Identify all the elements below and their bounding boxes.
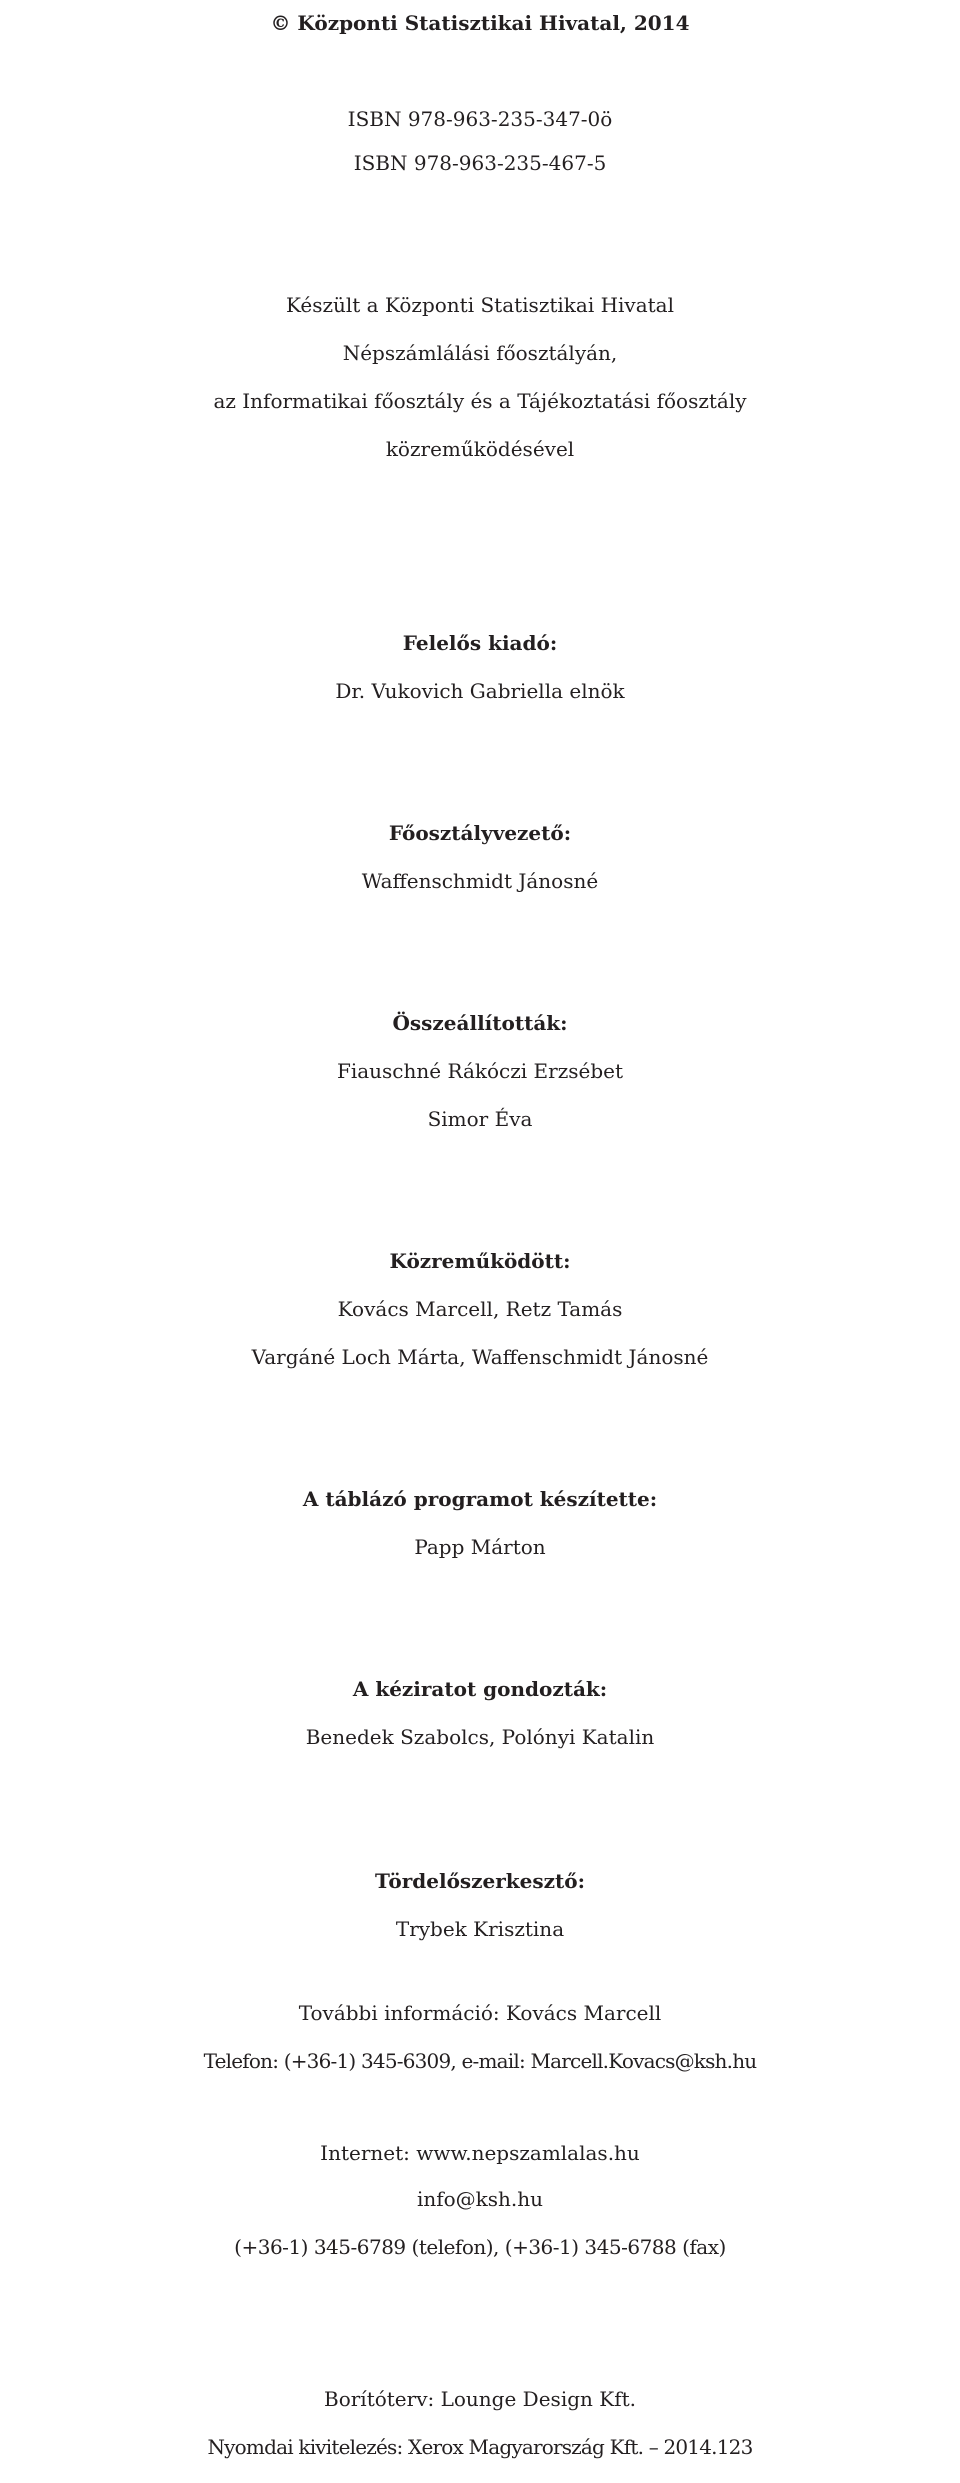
contact-info: További információ: Kovács Marcell [298, 2001, 662, 2025]
table-program-heading: A táblázó programot készítette: [302, 1487, 658, 1511]
contributors-names-2: Vargáné Loch Márta, Waffenschmidt Jánosné [251, 1345, 709, 1369]
contributors-names-1: Kovács Marcell, Retz Tamás [337, 1297, 623, 1321]
layout-editor-heading: Tördelőszerkesztő: [375, 1869, 585, 1893]
internet-phones: (+36-1) 345-6789 (telefon), (+36-1) 345-6788 (fax) [234, 2235, 726, 2259]
manuscript-heading: A kéziratot gondozták: [352, 1677, 608, 1701]
copyright-line: © Központi Statisztikai Hivatal, 2014 [270, 11, 690, 35]
compiled-by-heading: Összeállították: [392, 1011, 568, 1035]
prepared-by-line-1: Készült a Központi Statisztikai Hivatal [285, 293, 675, 317]
compiled-by-name-1: Fiauschné Rákóczi Erzsébet [336, 1059, 624, 1083]
head-of-department-name: Waffenschmidt Jánosné [361, 869, 599, 893]
cover-design-credit: Borítóterv: Lounge Design Kft. [324, 2387, 636, 2411]
isbn-line-1: ISBN 978-963-235-347-0ö [347, 107, 613, 131]
table-program-name: Papp Márton [414, 1535, 546, 1559]
publisher-name: Dr. Vukovich Gabriella elnök [335, 679, 625, 703]
internet-email: info@ksh.hu [416, 2187, 544, 2211]
internet-website: Internet: www.nepszamlalas.hu [320, 2141, 640, 2165]
contact-phone-email: Telefon: (+36-1) 345-6309, e-mail: Marcell.Kovacs@ksh.hu [203, 2049, 757, 2073]
compiled-by-name-2: Simor Éva [427, 1107, 533, 1131]
head-of-department-heading: Főosztályvezető: [388, 821, 572, 845]
prepared-by-line-4: közreműködésével [385, 437, 575, 461]
publisher-heading: Felelős kiadó: [402, 631, 558, 655]
layout-editor-name: Trybek Krisztina [395, 1917, 565, 1941]
isbn-line-2: ISBN 978-963-235-467-5 [353, 151, 607, 175]
prepared-by-line-2: Népszámlálási főosztályán, [342, 341, 618, 365]
contributors-heading: Közreműködött: [389, 1249, 571, 1273]
manuscript-names: Benedek Szabolcs, Polónyi Katalin [305, 1725, 655, 1749]
printing-credit: Nyomdai kivitelezés: Xerox Magyarország Kft. – 2014.123 [207, 2435, 753, 2459]
prepared-by-line-3: az Informatikai főosztály és a Tájékoztatási főosztály [213, 389, 747, 413]
